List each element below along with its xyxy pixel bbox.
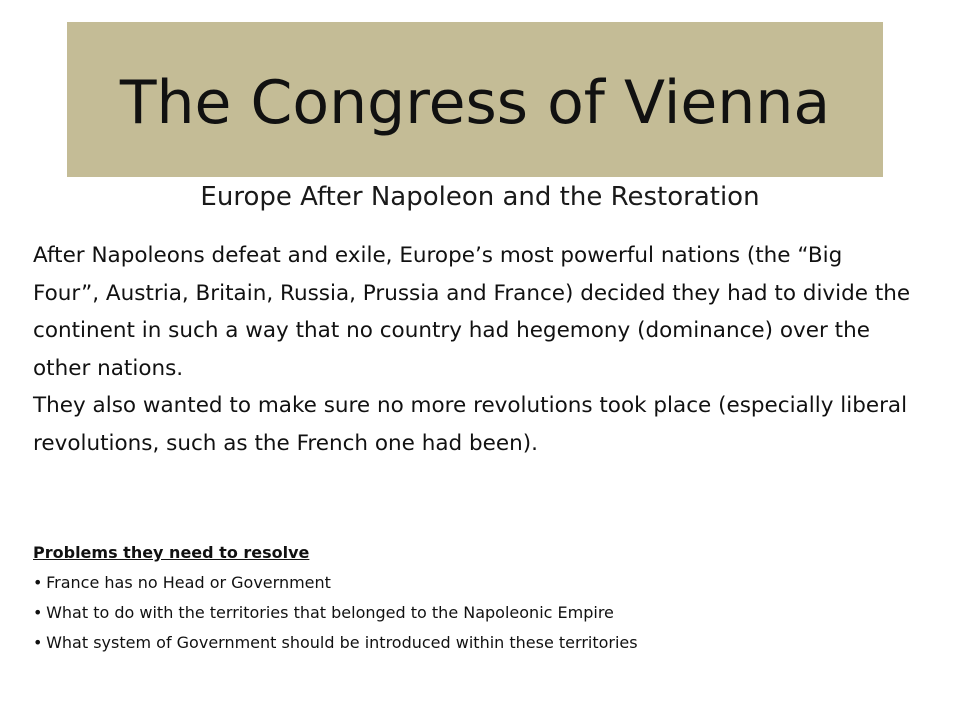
paragraph-intro: After Napoleons defeat and exile, Europe’s most powerful nations (the “Big Four”, Austria, Britain, Russia, Prussia and France) decided they had to divide the continent in such a way that no country had hegemony (dominance) over the other nations. xyxy=(33,243,911,381)
bullet-icon: • xyxy=(33,603,43,622)
list-item xyxy=(33,568,933,598)
problems-list xyxy=(33,568,933,658)
slide-subtitle: Europe After Napoleon and the Restoration xyxy=(200,182,760,212)
body-text xyxy=(33,237,913,462)
problems-section xyxy=(33,538,933,658)
paragraph-revolutions: They also wanted to make sure no more revolutions took place (especially liberal revolutions, such as the French one had been). xyxy=(33,393,908,456)
title-band xyxy=(67,22,883,177)
list-item xyxy=(33,598,933,628)
problems-heading: Problems they need to resolve xyxy=(33,543,310,562)
slide-title: The Congress of Vienna xyxy=(119,67,831,138)
list-item-text: What system of Government should be introduced within these territories xyxy=(46,633,638,652)
bullet-icon: • xyxy=(33,573,43,592)
list-item-text: What to do with the territories that belonged to the Napoleonic Empire xyxy=(46,603,614,622)
bullet-icon: • xyxy=(33,633,43,652)
list-item xyxy=(33,628,933,658)
list-item-text: France has no Head or Government xyxy=(46,573,331,592)
